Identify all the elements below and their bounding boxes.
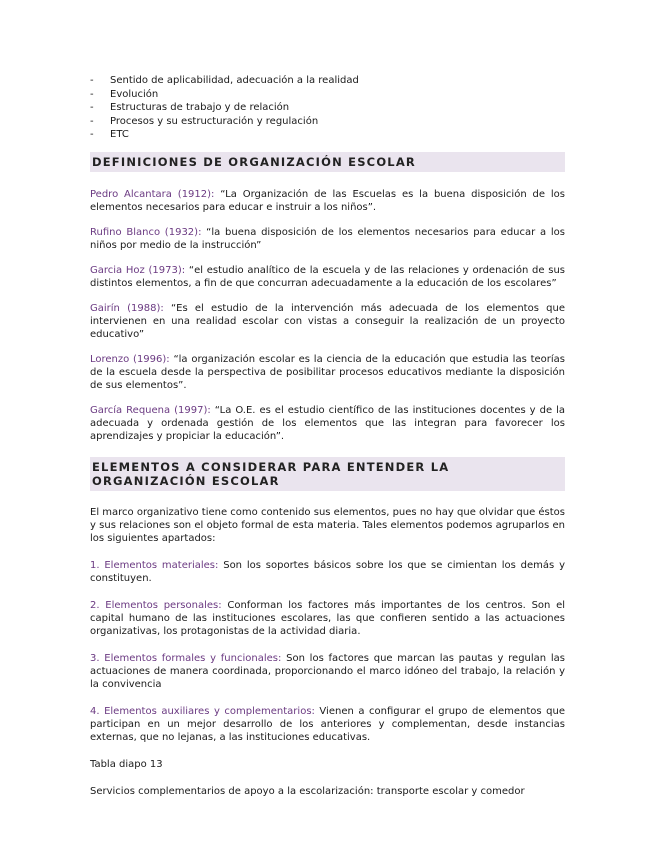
element-text: Son los factores que marcan las pautas y regulan las actuaciones de manera coordinada, proporcionando el marco idóneo del trabajo, la relación y la convivencia — [90, 652, 565, 690]
intro-paragraph: El marco organizativo tiene como contenido sus elementos, pues no hay que olvidar que éstos y sus relaciones son el objeto formal de esta materia. Tales elementos podemos agruparlos en los siguientes apartados: — [90, 506, 566, 544]
definition-text: “La Organización de las Escuelas es la buena disposición de los elementos necesarios para educar e instruir a los niños”. — [90, 188, 565, 213]
list-item: - Evolución — [90, 88, 159, 100]
element-paragraph — [90, 652, 565, 691]
list-item: - Procesos y su estructuración y regulación — [90, 115, 319, 127]
elements-section — [90, 506, 565, 798]
bullet-marker: - — [90, 88, 94, 100]
definition-author: Garcia Hoz (1973): — [90, 264, 186, 276]
definition-paragraph — [90, 302, 565, 341]
definition-text: “La O.E. es el estudio científico de las instituciones docentes y de la adecuada y ordenada gestión de los elementos que las integran para favorecer los aprendizajes y propiciar la educación”. — [90, 404, 565, 442]
element-paragraph — [90, 705, 565, 744]
element-text: Son los soportes básicos sobre los que se cimientan los demás y constituyen. — [90, 559, 565, 584]
list-item: - Sentido de aplicabilidad, adecuación a la realidad — [90, 75, 359, 86]
element-paragraph — [90, 599, 565, 638]
definition-text: “la organización escolar es la ciencia de la educación que estudia las teorías de la escuela desde la perspectiva de posibilitar procesos educativos mediante la disposición de sus elementos”. — [90, 353, 566, 391]
definition-text: “Es el estudio de la intervención más adecuada de los elementos que intervienen en una realidad escolar con vistas a conseguir la realización de un proyecto educativo” — [90, 302, 565, 340]
definition-paragraph — [90, 353, 565, 392]
section-heading-definitions: DEFINICIONES DE ORGANIZACIÓN ESCOLAR — [90, 152, 565, 172]
list-item: - Estructuras de trabajo y de relación — [90, 102, 290, 113]
document-page — [90, 74, 565, 798]
definitions-list — [90, 188, 565, 443]
definition-author: García Requena (1997): — [90, 404, 211, 416]
definition-paragraph — [90, 226, 565, 252]
table-reference: Tabla diapo 13 — [90, 758, 163, 770]
definition-paragraph — [90, 404, 565, 443]
list-item: - ETC — [90, 129, 129, 140]
element-label: 2. Elementos personales: — [90, 599, 222, 611]
definition-author: Gairín (1988): — [90, 302, 164, 314]
element-label: 3. Elementos formales y funcionales: — [90, 652, 282, 664]
element-paragraph — [90, 559, 565, 585]
bullet-marker: - — [90, 129, 94, 140]
bullet-marker: - — [90, 115, 94, 127]
bullet-marker: - — [90, 102, 94, 113]
definition-author: Rufino Blanco (1932): — [90, 226, 202, 238]
services-paragraph: Servicios complementarios de apoyo a la escolarización: transporte escolar y comedor — [90, 785, 525, 797]
definition-author: Pedro Alcantara (1912): — [90, 188, 215, 200]
definition-author: Lorenzo (1996): — [90, 353, 170, 365]
definition-paragraph — [90, 188, 565, 214]
bullet-list — [90, 74, 565, 142]
definition-text: “el estudio analítico de la escuela y de las relaciones y ordenación de sus distintos elementos, a fin de que concurran adecuadamente a la educación de los escolares” — [90, 264, 565, 289]
element-label: 1. Elementos materiales: — [90, 559, 219, 571]
definition-paragraph — [90, 264, 565, 290]
element-text: Vienen a configurar el grupo de elementos que participan en un mejor desarrollo de los anteriores y complementan, desde instancias externas, que no lejanas, a las instituciones educativas. — [90, 705, 565, 743]
bullet-marker: - — [90, 75, 94, 86]
section-heading-elements: ELEMENTOS A CONSIDERAR PARA ENTENDER LA ORGANIZACIÓN ESCOLAR — [90, 457, 565, 491]
element-label: 4. Elementos auxiliares y complementarios: — [90, 705, 315, 717]
element-text: Conforman los factores más importantes de los centros. Son el capital humano de las instituciones escolares, las que confieren sentido a las actuaciones organizativas, los protagonistas de la actividad diaria. — [90, 599, 566, 637]
definition-text: “la buena disposición de los elementos necesarios para educar a los niños por medio de la instrucción” — [90, 226, 565, 251]
